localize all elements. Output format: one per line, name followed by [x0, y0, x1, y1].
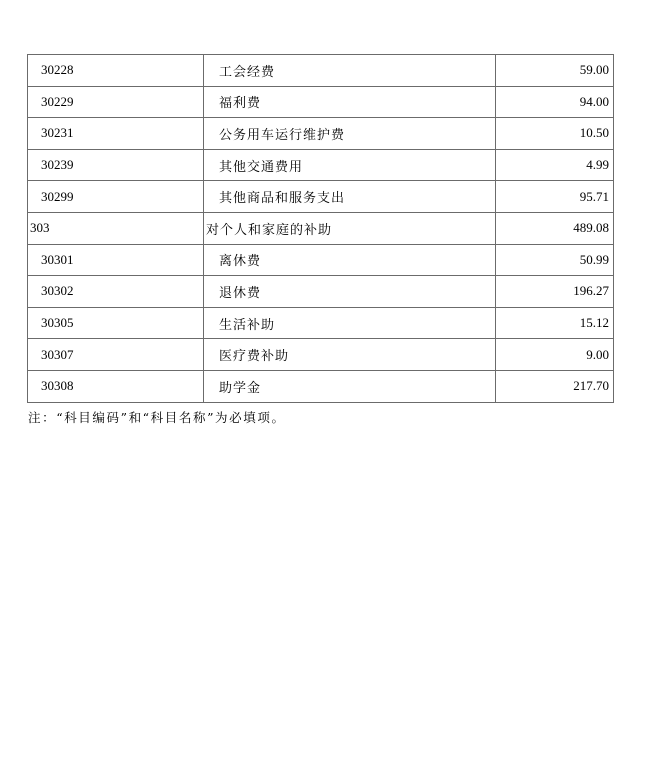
expenditure-table	[27, 54, 614, 403]
table-row	[28, 276, 614, 308]
table-row-category	[28, 212, 614, 244]
subject-code: 30231	[28, 118, 204, 150]
amount: 15.12	[496, 307, 614, 339]
table-row	[28, 244, 614, 276]
subject-code: 30308	[28, 370, 204, 402]
subject-name: 助学金	[204, 370, 496, 402]
amount: 196.27	[496, 276, 614, 308]
subject-name: 离休费	[204, 244, 496, 276]
table-row	[28, 181, 614, 213]
subject-name: 生活补助	[204, 307, 496, 339]
table-row	[28, 55, 614, 87]
amount: 10.50	[496, 118, 614, 150]
subject-code: 30299	[28, 181, 204, 213]
amount: 217.70	[496, 370, 614, 402]
subject-code: 30229	[28, 86, 204, 118]
subject-name: 公务用车运行维护费	[204, 118, 496, 150]
amount: 4.99	[496, 149, 614, 181]
subject-name: 福利费	[204, 86, 496, 118]
table-row	[28, 149, 614, 181]
subject-code: 30302	[28, 276, 204, 308]
subject-code: 30239	[28, 149, 204, 181]
amount: 94.00	[496, 86, 614, 118]
amount: 9.00	[496, 339, 614, 371]
table-row	[28, 370, 614, 402]
category-code: 303	[28, 212, 204, 244]
subject-name: 工会经费	[204, 55, 496, 87]
subject-code: 30228	[28, 55, 204, 87]
subject-name: 其他商品和服务支出	[204, 181, 496, 213]
amount: 50.99	[496, 244, 614, 276]
amount: 95.71	[496, 181, 614, 213]
category-amount: 489.08	[496, 212, 614, 244]
subject-name: 医疗费补助	[204, 339, 496, 371]
subject-code: 30301	[28, 244, 204, 276]
category-name: 对个人和家庭的补助	[204, 212, 496, 244]
table-row	[28, 339, 614, 371]
subject-name: 退休费	[204, 276, 496, 308]
table-row	[28, 307, 614, 339]
amount: 59.00	[496, 55, 614, 87]
subject-code: 30307	[28, 339, 204, 371]
table-row	[28, 86, 614, 118]
footnote: 注：“科目编码”和“科目名称”为必填项。	[28, 410, 286, 425]
subject-name: 其他交通费用	[204, 149, 496, 181]
table-row	[28, 118, 614, 150]
subject-code: 30305	[28, 307, 204, 339]
